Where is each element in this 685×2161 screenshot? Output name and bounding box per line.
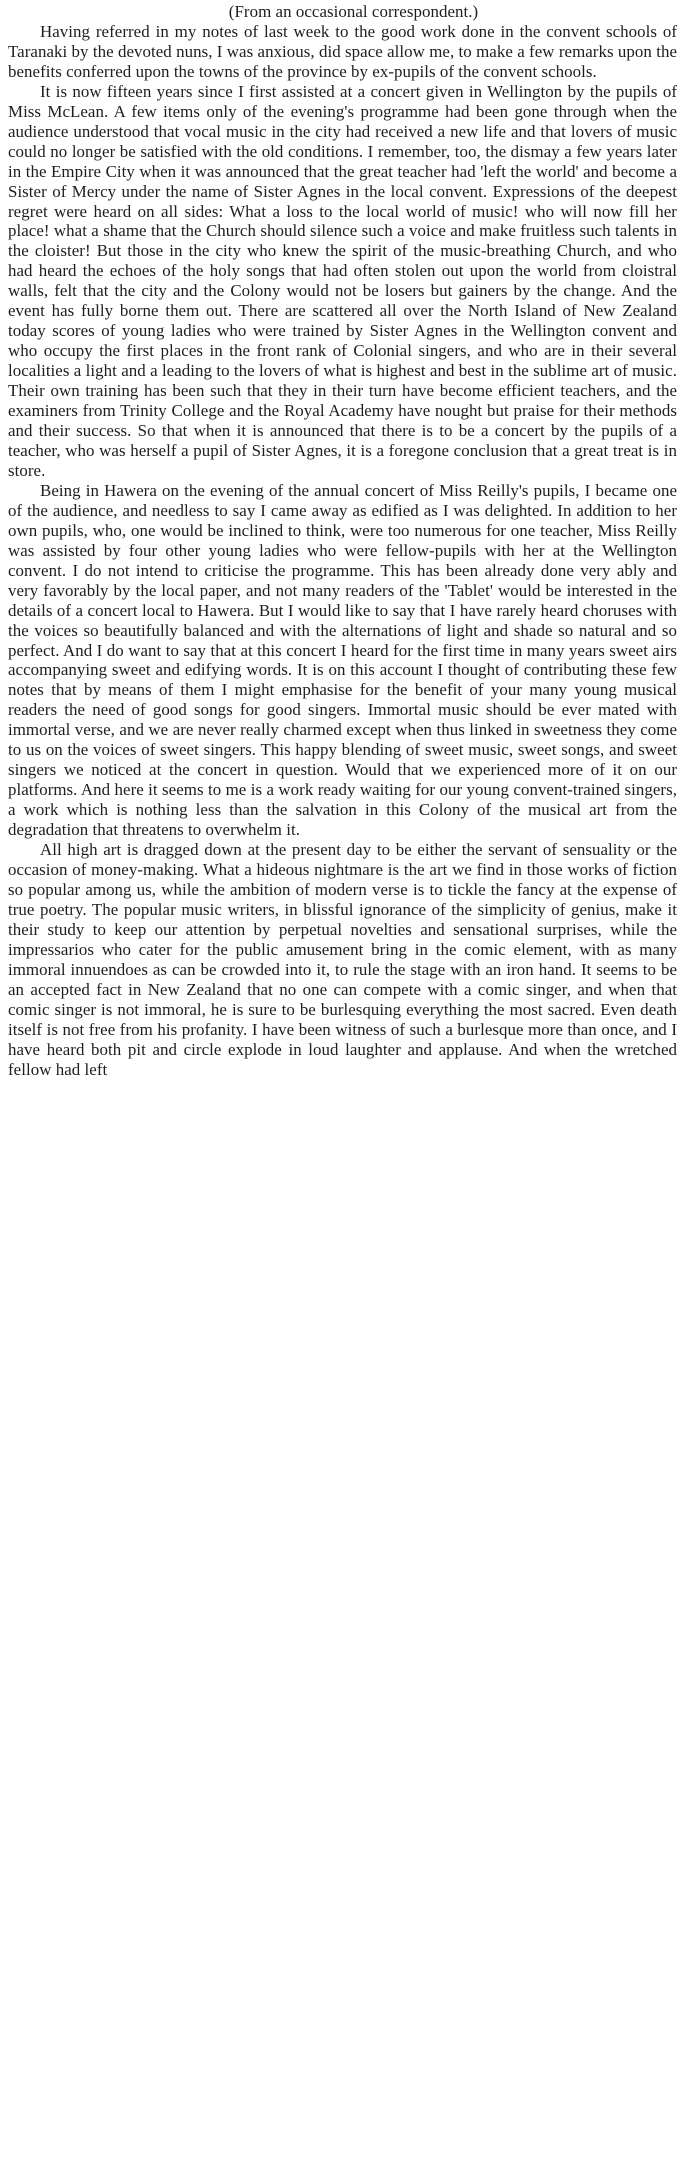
paragraph-4: All high art is dragged down at the present day to be either the servant of sensuality or the occasion of money-making. What a hideous nightmare is the art we find in those works of fiction so popular among us, while the ambition of modern verse is to tickle the fancy at the expense of true poetry. The popular music writers, in blissful ignorance of the simplicity of genius, make it their study to keep our attention by perpetual novelties and sensational surprises, while the impressarios who cater for the public amusement bring in the comic element, with as many immoral innuendoes as can be crowded into it, to rule the stage with an iron hand. It seems to be an accepted fact in New Zealand that no one can compete with a comic singer, and when that comic singer is not immoral, he is sure to be burlesquing everything the most sacred. Even death itself is not free from his profanity. I have been witness of such a burlesque more than once, and I have heard both pit and circle explode in loud laughter and applause. And when the wretched fellow had left: [8, 840, 677, 1079]
article-column: [8, 2, 677, 1079]
paragraph-1: Having referred in my notes of last week to the good work done in the convent schools of Taranaki by the devoted nuns, I was anxious, did space allow me, to make a few remarks upon the benefits conferred upon the towns of the province by ex-pupils of the convent schools.: [8, 21, 677, 81]
byline: (From an occasional correspondent.): [228, 2, 479, 21]
paragraph-3: Being in Hawera on the evening of the annual concert of Miss Reilly's pupils, I became one of the audience, and needless to say I came away as edified as I was delighted. In addition to her own pupils, who, one would be inclined to think, were too numerous for one teacher, Miss Reilly was assisted by four other young ladies who were fellow-pupils with her at the Wellington convent. I do not intend to criticise the programme. This has been already done very ably and very favorably by the local paper, and not many readers of the 'Tablet' would be interested in the details of a concert local to Hawera. But I would like to say that I have rarely heard choruses with the voices so beautifully balanced and with the alternations of light and shade so natural and so perfect. And I do want to say that at this concert I heard for the first time in many years sweet airs accompanying sweet and edifying words. It is on this account I thought of contributing these few notes that by means of them I might emphasise for the benefit of your many young musical readers the need of good songs for good singers. Immortal music should be ever mated with immortal verse, and we are never really charmed except when thus linked in sweetness they come to us on the voices of sweet singers. This happy blending of sweet music, sweet songs, and sweet singers we noticed at the concert in question. Would that we experienced more of it on our platforms. And here it seems to me is a work ready waiting for our young convent-trained singers, a work which is nothing less than the salvation in this Colony of the musical art from the degradation that threatens to overwhelm it.: [8, 480, 677, 840]
paragraph-2: It is now fifteen years since I first assisted at a concert given in Wellington by the pupils of Miss McLean. A few items only of the evening's programme had been gone through when the audience understood that vocal music in the city had received a new life and that lovers of music could no longer be satisfied with the old conditions. I remember, too, the dismay a few years later in the Empire City when it was announced that the great teacher had 'left the world' and become a Sister of Mercy under the name of Sister Agnes in the local convent. Expressions of the deepest regret were heard on all sides: What a loss to the local world of music! who will now fill her place! what a shame that the Church should silence such a voice and make fruitless such talents in the cloister! But those in the city who knew the spirit of the music-breathing Church, and who had heard the echoes of the holy songs that had often stolen out upon the world from cloistral walls, felt that the city and the Colony would not be losers but gainers by the change. And the event has fully borne them out. There are scattered all over the North Island of New Zealand today scores of young ladies who were trained by Sister Agnes in the Wellington convent and who occupy the first places in the front rank of Colonial singers, and who are in their several localities a light and a leading to the lovers of what is highest and best in the sublime art of music. Their own training has been such that they in their turn have become efficient teachers, and the examiners from Trinity College and the Royal Academy have nought but praise for their methods and their success. So that when it is announced that there is to be a concert by the pupils of a teacher, who was herself a pupil of Sister Agnes, it is a foregone conclusion that a great treat is in store.: [8, 81, 677, 480]
